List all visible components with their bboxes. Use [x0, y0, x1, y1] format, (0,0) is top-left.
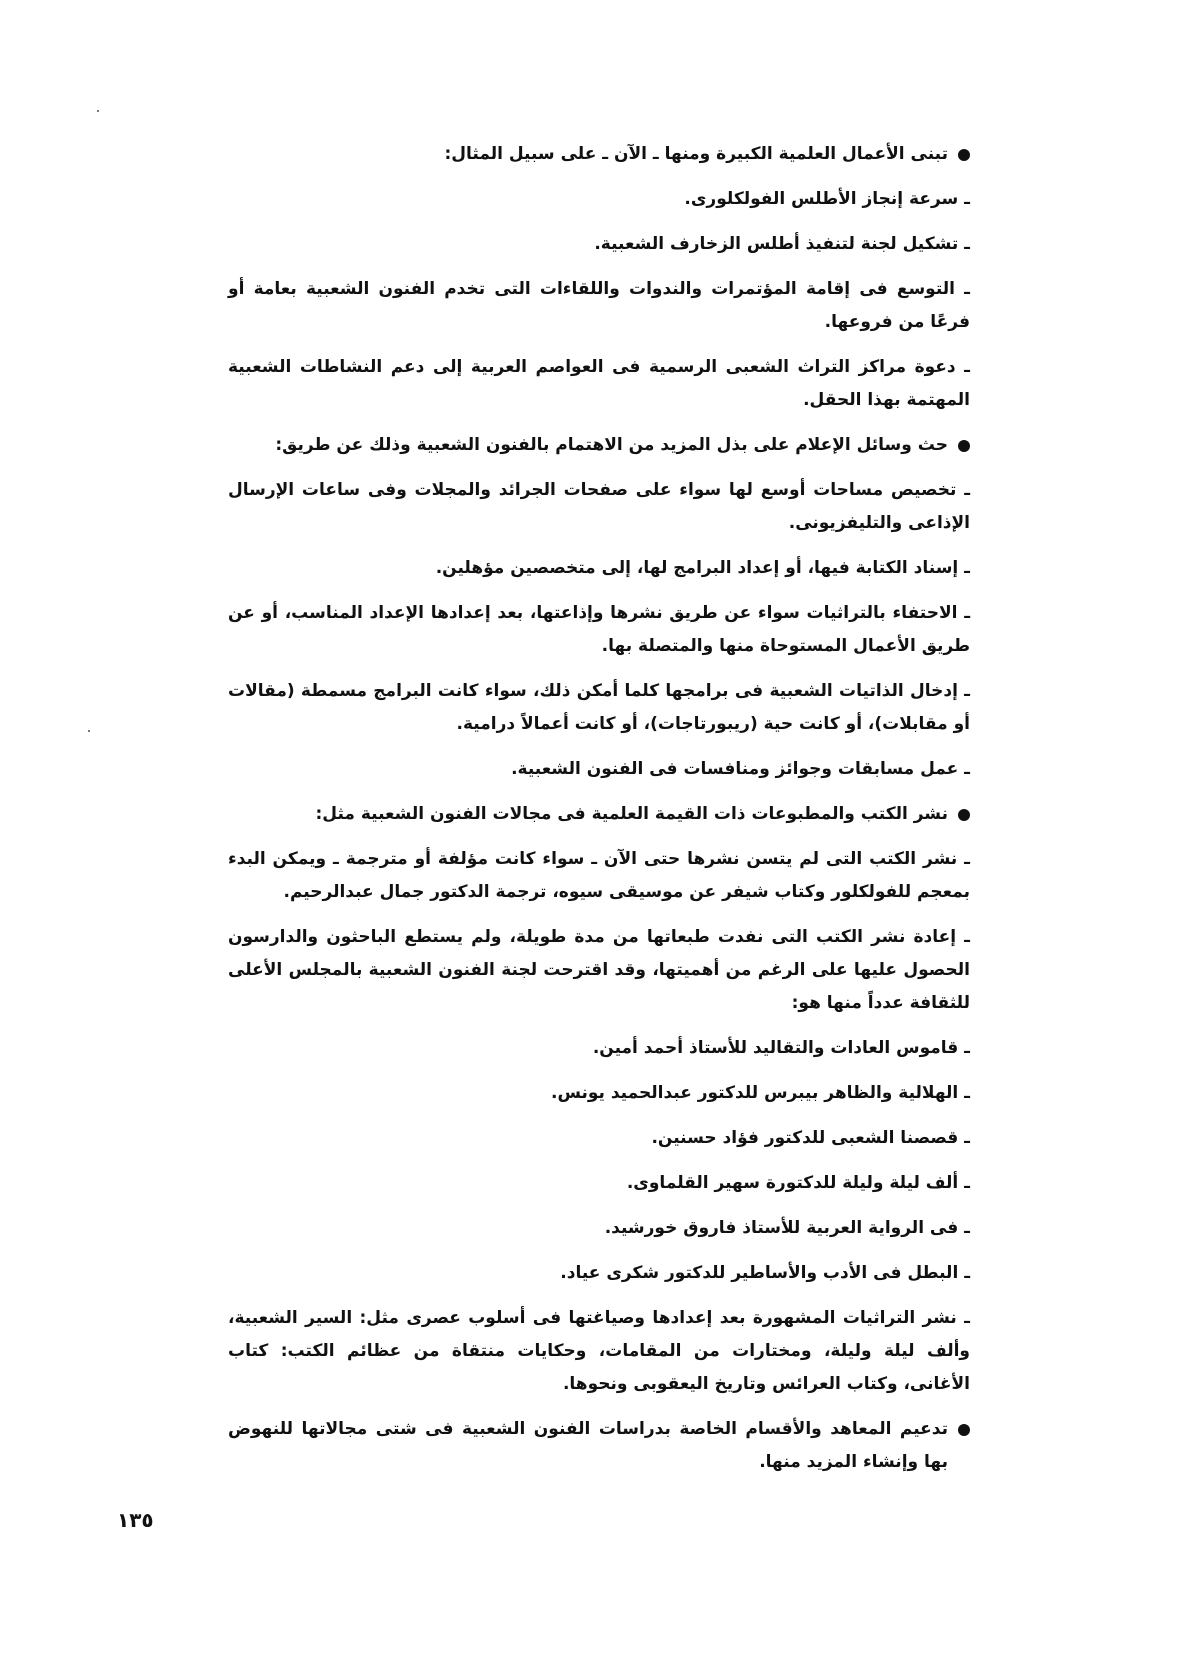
bullet-dot-icon — [958, 1424, 970, 1436]
page-number: ١٣٥ — [117, 1508, 154, 1532]
item-text: ـ التوسع فى إقامة المؤتمرات والندوات واللقاءات التى تخدم الفنون الشعبية بعامة أو فرعًا من فروعها. — [228, 279, 970, 332]
dash-item — [228, 1302, 970, 1401]
item-text: ـ إعادة نشر الكتب التى نفدت طبعاتها من مدة طويلة، ولم يستطع الباحثون والدارسون الحصول عليها على الرغم من أهميتها، وقد اقترحت لجنة الفنون الشعبية بالمجلس الأعلى للثقافة عدداً منها هو: — [228, 927, 970, 1013]
item-text: ـ نشر التراثيات المشهورة بعد إعدادها وصياغتها فى أسلوب عصرى مثل: السير الشعبية، وألف ليلة وليلة، ومختارات من المقامات، وحكايات منتقاة من عظائم الكتب: كتاب الأغانى، وكتاب العرائس وتاريخ اليعقوبى ونحوها. — [228, 1308, 970, 1394]
bullet-dot-icon — [958, 440, 970, 452]
item-text: تدعيم المعاهد والأقسام الخاصة بدراسات الفنون الشعبية فى شتى مجالاتها للنهوض بها وإنشاء المزيد منها. — [228, 1419, 948, 1472]
item-text: ـ قصصنا الشعبى للدكتور فؤاد حسنين. — [651, 1128, 970, 1148]
dash-item — [228, 183, 970, 216]
book-list-item — [228, 1212, 970, 1245]
item-text: ـ دعوة مراكز التراث الشعبى الرسمية فى العواصم العربية إلى دعم النشاطات الشعبية المهتمة بهذا الحقل. — [228, 357, 970, 410]
item-text: ـ ألف ليلة وليلة للدكتورة سهير القلماوى. — [626, 1173, 970, 1193]
book-list-item — [228, 1077, 970, 1110]
item-text: ـ قاموس العادات والتقاليد للأستاذ أحمد أمين. — [592, 1038, 970, 1058]
item-text: ـ تخصيص مساحات أوسع لها سواء على صفحات الجرائد والمجلات وفى ساعات الإرسال الإذاعى والتليفزيونى. — [228, 480, 970, 533]
dash-item — [228, 843, 970, 909]
item-text: ـ إسناد الكتابة فيها، أو إعداد البرامج لها، إلى متخصصين مؤهلين. — [435, 558, 970, 578]
dash-item — [228, 675, 970, 741]
scan-speck — [88, 730, 90, 732]
item-text: نشر الكتب والمطبوعات ذات القيمة العلمية فى مجالات الفنون الشعبية مثل: — [315, 804, 948, 824]
book-list-item — [228, 1122, 970, 1155]
item-text: حث وسائل الإعلام على بذل المزيد من الاهتمام بالفنون الشعبية وذلك عن طريق: — [275, 435, 948, 455]
dash-item — [228, 552, 970, 585]
book-list-item — [228, 1032, 970, 1065]
dash-item — [228, 351, 970, 417]
dash-item — [228, 273, 970, 339]
bullet-dot-icon — [958, 149, 970, 161]
bullet-item — [228, 138, 970, 171]
bullet-item — [228, 1413, 970, 1479]
dash-item — [228, 921, 970, 1020]
document-body — [228, 138, 970, 1491]
item-text: تبنى الأعمال العلمية الكبيرة ومنها ـ الآن ـ على سبيل المثال: — [444, 144, 948, 164]
bullet-dot-icon — [958, 809, 970, 821]
item-text: ـ البطل فى الأدب والأساطير للدكتور شكرى عياد. — [560, 1263, 970, 1283]
bullet-item — [228, 798, 970, 831]
scan-speck — [97, 110, 99, 112]
dash-item — [228, 597, 970, 663]
book-list-item — [228, 1257, 970, 1290]
dash-item — [228, 228, 970, 261]
bullet-item — [228, 429, 970, 462]
item-text: ـ نشر الكتب التى لم يتسن نشرها حتى الآن ـ سواء كانت مؤلفة أو مترجمة ـ ويمكن البدء بمعجم للفولكلور وكتاب شيفر عن موسيقى سيوه، ترجمة الدكتور جمال عبدالرحيم. — [228, 849, 970, 902]
item-text: ـ تشكيل لجنة لتنفيذ أطلس الزخارف الشعبية. — [594, 234, 970, 254]
item-text: ـ عمل مسابقات وجوائز ومنافسات فى الفنون الشعبية. — [511, 759, 970, 779]
item-text: ـ إدخال الذاتيات الشعبية فى برامجها كلما أمكن ذلك، سواء كانت البرامج مسمطة (مقالات أو مقابلات)، أو كانت حية (ريبورتاجات)، أو كانت أعمالاً درامية. — [228, 681, 970, 734]
item-text: ـ فى الرواية العربية للأستاذ فاروق خورشيد. — [604, 1218, 970, 1238]
dash-item — [228, 474, 970, 540]
item-text: ـ الهلالية والظاهر بيبرس للدكتور عبدالحميد يونس. — [551, 1083, 970, 1103]
item-text: ـ سرعة إنجاز الأطلس الفولكلورى. — [684, 189, 970, 209]
item-text: ـ الاحتفاء بالتراثيات سواء عن طريق نشرها وإذاعتها، بعد إعدادها الإعداد المناسب، أو عن طريق الأعمال المستوحاة منها والمتصلة بها. — [228, 603, 970, 656]
book-list-item — [228, 1167, 970, 1200]
dash-item — [228, 753, 970, 786]
